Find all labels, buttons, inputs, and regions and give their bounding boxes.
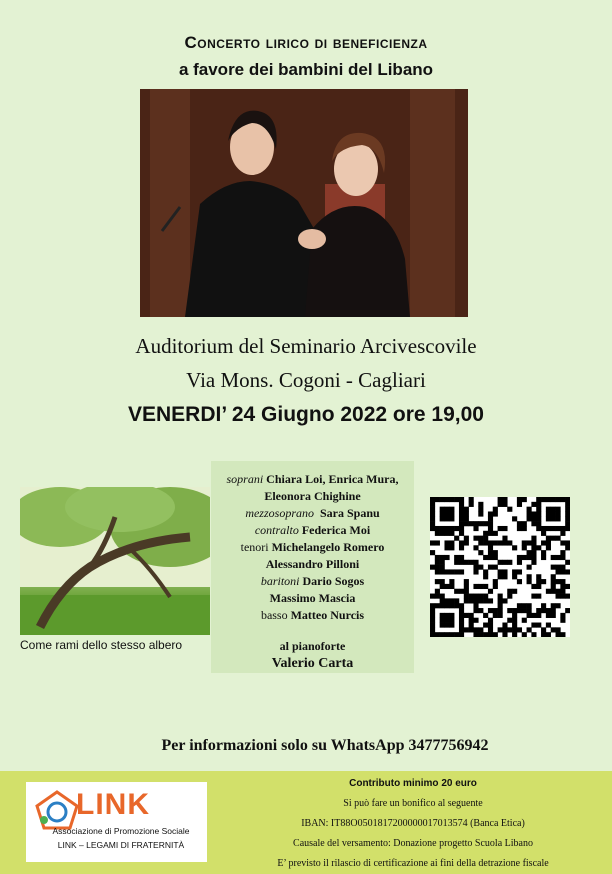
tree-photo (20, 487, 210, 635)
concert-subtitle: a favore dei bambini del Libano (178, 60, 434, 79)
cast-list (211, 461, 414, 673)
cast-piano-role: al pianoforte (279, 639, 346, 653)
concert-title: Concerto lirico di beneficienza (184, 33, 428, 52)
link-subtitle-1: Associazione di Promozione Sociale (52, 826, 190, 836)
cast-tenori: tenori Michelangelo Romero (240, 540, 385, 554)
link-wordmark: LINK (76, 788, 150, 821)
cast-mezzo: mezzosoprano Sara Spanu (245, 506, 380, 520)
venue-name: Auditorium del Seminario Arcivescovile (135, 334, 477, 358)
link-subtitle-2: LINK – LEGAMI DI FRATERNITÀ (57, 840, 185, 850)
payment-reason: Causale del versamento: Donazione progetto Scuola Libano (293, 838, 533, 849)
cast-basso: basso Matteo Nurcis (260, 608, 365, 622)
tax-certificate-note: E’ previsto il rilascio di certificazione ai fini della detrazione fiscale (277, 858, 549, 869)
transfer-note: Si può fare un bonifico al seguente (343, 798, 483, 809)
venue-address: Via Mons. Cogoni - Cagliari (186, 368, 426, 392)
cast-tenori-2: Alessandro Pilloni (265, 557, 360, 571)
cast-piano-name: Valerio Carta (271, 656, 354, 671)
tree-caption: Come rami dello stesso albero (20, 638, 183, 652)
event-date: VENERDI’ 24 Giugno 2022 ore 19,00 (128, 403, 484, 426)
cast-baritoni-2: Massimo Mascia (269, 591, 356, 605)
contact-info: Per informazioni solo su WhatsApp 3477756942 (161, 737, 489, 754)
iban: IBAN: IT88O0501817200000017013574 (Banca Etica) (301, 818, 525, 829)
singers-photo (140, 89, 468, 317)
whatsapp-qr-code[interactable] (430, 497, 570, 637)
cast-baritoni: baritoni Dario Sogos (260, 574, 365, 588)
cast-contralto: contralto Federica Moi (254, 523, 371, 537)
minimum-contribution: Contributo minimo 20 euro (349, 778, 477, 789)
cast-soprani-2: Eleonora Chighine (264, 489, 361, 503)
cast-soprani: soprani Chiara Loi, Enrica Mura, (226, 472, 399, 486)
